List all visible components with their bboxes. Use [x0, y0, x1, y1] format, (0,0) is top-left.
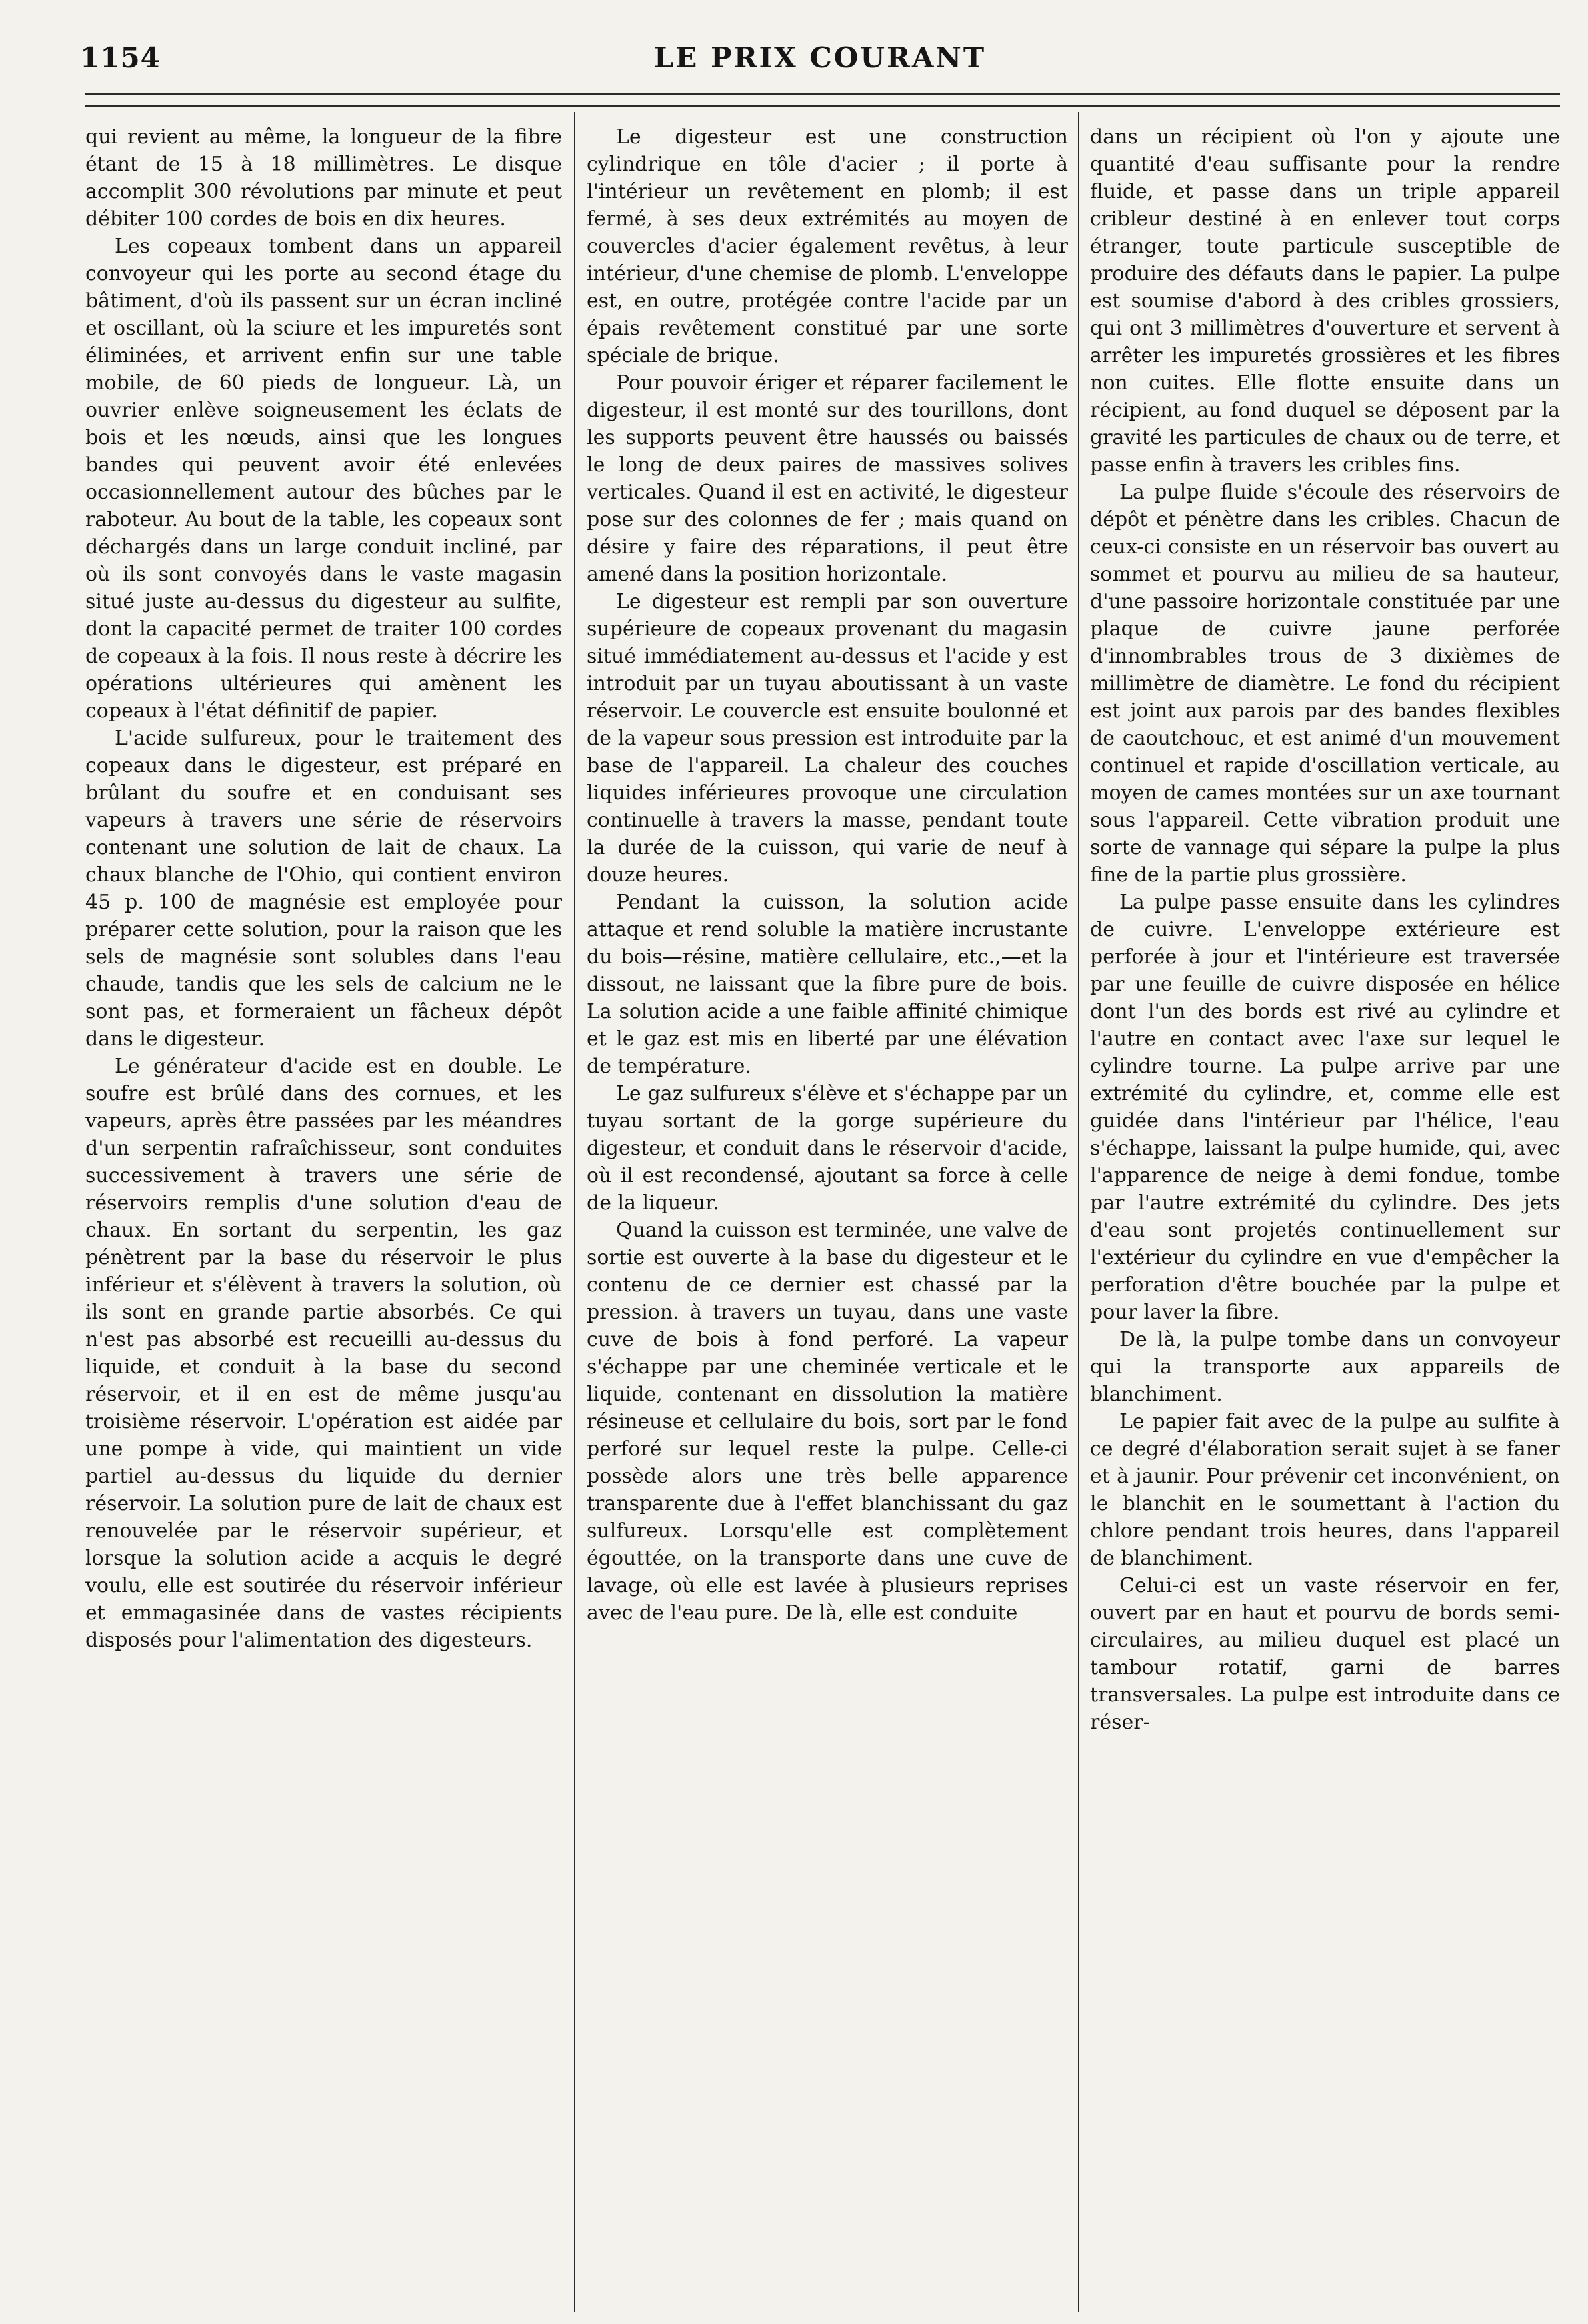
- paragraph: Quand la cuisson est terminée, une valve de sortie est ouverte à la base du digesteur et le contenu de ce dernier est chassé par la pression. à travers un tuyau, dans une vaste cuve de bois à fond perforé. La vapeur s'échappe par une cheminée verticale et le liquide, contenant en dissolution la matière résineuse et cellulaire du bois, sort par le fond perforé sur lequel reste la pulpe. Celle-ci possède alors une très belle apparence transparente due à l'effet blanchissant du gaz sulfureux. Lorsqu'elle est complètement égouttée, on la transporte dans une cuve de lavage, où elle est lavée à plusieurs reprises avec de l'eau pure. De là, elle est conduite: [587, 1219, 1068, 1625]
- page-header: [80, 41, 1560, 88]
- text-column-3: [1090, 123, 1560, 2323]
- page-number: 1154: [80, 41, 161, 74]
- journal-title: LE PRIX COURANT: [653, 41, 987, 74]
- text-column-2: [587, 123, 1068, 2323]
- paragraph: La pulpe fluide s'écoule des réservoirs de dépôt et pénètre dans les cribles. Chacun de ceux-ci consiste en un réservoir bas ouvert au sommet et pourvu au milieu de sa hauteur, d'une passoire horizontale constituée par une plaque de cuivre jaune perforée d'innombrables trous de 3 dixièmes de millimètre de diamètre. Le fond du récipient est joint aux parois par des bandes flexibles de caoutchouc, et est animé d'un mouvement continuel et rapide d'oscillation verticale, au moyen de cames montées sur un axe tournant sous l'appareil. Cette vibration produit une sorte de vannage qui sépare la pulpe la plus fine de la partie plus grossière.: [1090, 481, 1560, 887]
- paragraph: Le gaz sulfureux s'élève et s'échappe par un tuyau sortant de la gorge supérieure du digesteur, et conduit dans le réservoir d'acide, où il est recondensé, ajoutant sa force à celle de la liqueur.: [587, 1082, 1068, 1215]
- text-column-1: [85, 123, 562, 2323]
- paragraph: Le générateur d'acide est en double. Le soufre est brûlé dans des cornues, et les vapeurs, après être passées par les méandres d'un serpentin rafraîchisseur, sont conduites successivement à travers une série de réservoirs remplis d'une solution d'eau de chaux. En sortant du serpentin, les gaz pénètrent par la base du réservoir le plus inférieur et s'élèvent à travers la solution, où ils sont en grande partie absorbés. Ce qui n'est pas absorbé est recueilli au-dessus du liquide, et conduit à la base du second réservoir, et il en est de même jusqu'au troisième réservoir. L'opération est aidée par une pompe à vide, qui maintient un vide partiel au-dessus du liquide du dernier réservoir. La solution pure de lait de chaux est renouvelée par le réservoir supérieur, et lorsque la solution acide a acquis le degré voulu, elle est soutirée du réservoir inférieur et emmagasinée dans de vastes récipients disposés pour l'alimentation des digesteurs.: [85, 1055, 562, 1652]
- paragraph: Pour pouvoir ériger et réparer facilement le digesteur, il est monté sur des tourillons, dont les supports peuvent être haussés ou baissés le long de deux paires de massives solives verticales. Quand il est en activité, le digesteur pose sur des colonnes de fer ; mais quand on désire y faire des réparations, il peut être amené dans la position horizontale.: [587, 371, 1068, 586]
- header-rule-top: [85, 93, 1560, 95]
- column-divider-2: [1078, 112, 1079, 2312]
- paragraph: qui revient au même, la longueur de la fibre étant de 15 à 18 millimètres. Le disque accomplit 300 révolutions par minute et peut débiter 100 cordes de bois en dix heures.: [85, 125, 562, 231]
- paragraph: Le digesteur est une construction cylindrique en tôle d'acier ; il porte à l'intérieur un revêtement en plomb; il est fermé, à ses deux extrémités au moyen de couvercles d'acier également revêtus, à leur intérieur, d'une chemise de plomb. L'enveloppe est, en outre, protégée contre l'acide par un épais revêtement constitué par une sorte spéciale de brique.: [587, 125, 1068, 367]
- paragraph: Le papier fait avec de la pulpe au sulfite à ce degré d'élaboration serait sujet à se faner et à jaunir. Pour prévenir cet inconvénient, on le blanchit en le soumettant à l'action du chlore pendant trois heures, dans l'appareil de blanchiment.: [1090, 1410, 1560, 1570]
- paragraph: dans un récipient où l'on y ajoute une quantité d'eau suffisante pour la rendre fluide, et passe dans un triple appareil cribleur destiné à en enlever tout corps étranger, toute particule susceptible de produire des défauts dans le papier. La pulpe est soumise d'abord à des cribles grossiers, qui ont 3 millimètres d'ouverture et servent à arrêter les impuretés grossières et les fibres non cuites. Elle flotte ensuite dans un récipient, au fond duquel se déposent par la gravité les particules de chaux ou de terre, et passe enfin à travers les cribles fins.: [1090, 125, 1560, 477]
- column-divider-1: [574, 112, 575, 2312]
- paragraph: La pulpe passe ensuite dans les cylindres de cuivre. L'enveloppe extérieure est perforée à jour et l'intérieure est traversée par une feuille de cuivre disposée en hélice dont l'un des bords est rivé au cylindre et l'autre en contact avec l'axe sur lequel le cylindre tourne. La pulpe arrive par une extrémité du cylindre, et, comme elle est guidée dans l'intérieur par l'hélice, l'eau s'échappe, laissant la pulpe humide, qui, avec l'apparence de neige à demi fondue, tombe par l'autre extrémité du cylindre. Des jets d'eau sont projetés continuellement sur l'extérieur du cylindre en vue d'empêcher la perforation d'être bouchée par la pulpe et pour laver la fibre.: [1090, 891, 1560, 1324]
- paragraph: Les copeaux tombent dans un appareil convoyeur qui les porte au second étage du bâtiment, d'où ils passent sur un écran incliné et oscillant, où la sciure et les impuretés sont éliminées, et arrivent enfin sur une table mobile, de 60 pieds de longueur. Là, un ouvrier enlève soigneusement les éclats de bois et les nœuds, ainsi que les longues bandes qui peuvent avoir été enlevées occasionnellement autour des bûches par le raboteur. Au bout de la table, les copeaux sont déchargés dans un large conduit incliné, par où ils sont convoyés dans le vaste magasin situé juste au-dessus du digesteur au sulfite, dont la capacité permet de traiter 100 cordes de copeaux à la fois. Il nous reste à décrire les opérations ultérieures qui amènent les copeaux à l'état définitif de papier.: [85, 235, 562, 723]
- paragraph: Celui-ci est un vaste réservoir en fer, ouvert par en haut et pourvu de bords semi-circulaires, au milieu duquel est placé un tambour rotatif, garni de barres transversales. La pulpe est introduite dans ce réser-: [1090, 1574, 1560, 1734]
- paragraph: Le digesteur est rempli par son ouverture supérieure de copeaux provenant du magasin situé immédiatement au-dessus et l'acide y est introduit par un tuyau aboutissant à un vaste réservoir. Le couvercle est ensuite boulonné et de la vapeur sous pression est introduite par la base de l'appareil. La chaleur des couches liquides inférieures provoque une circulation continuelle à travers la masse, pendant toute la durée de la cuisson, qui varie de neuf à douze heures.: [587, 590, 1068, 887]
- paragraph: Pendant la cuisson, la solution acide attaque et rend soluble la matière incrustante du bois—résine, matière cellulaire, etc.,—et la dissout, ne laissant que la fibre pure de bois. La solution acide a une faible affinité chimique et le gaz est mis en liberté par une élévation de température.: [587, 891, 1068, 1078]
- header-rule-bottom: [85, 105, 1560, 107]
- paragraph: De là, la pulpe tombe dans un convoyeur qui la transporte aux appareils de blanchiment.: [1090, 1328, 1560, 1406]
- paragraph: L'acide sulfureux, pour le traitement des copeaux dans le digesteur, est préparé en brûlant du soufre et en conduisant ses vapeurs à travers une série de réservoirs contenant une solution de lait de chaux. La chaux blanche de l'Ohio, qui contient environ 45 p. 100 de magnésie est employée pour préparer cette solution, pour la raison que les sels de magnésie sont solubles dans l'eau chaude, tandis que les sels de calcium ne le sont pas, et formeraient un fâcheux dépôt dans le digesteur.: [85, 727, 562, 1051]
